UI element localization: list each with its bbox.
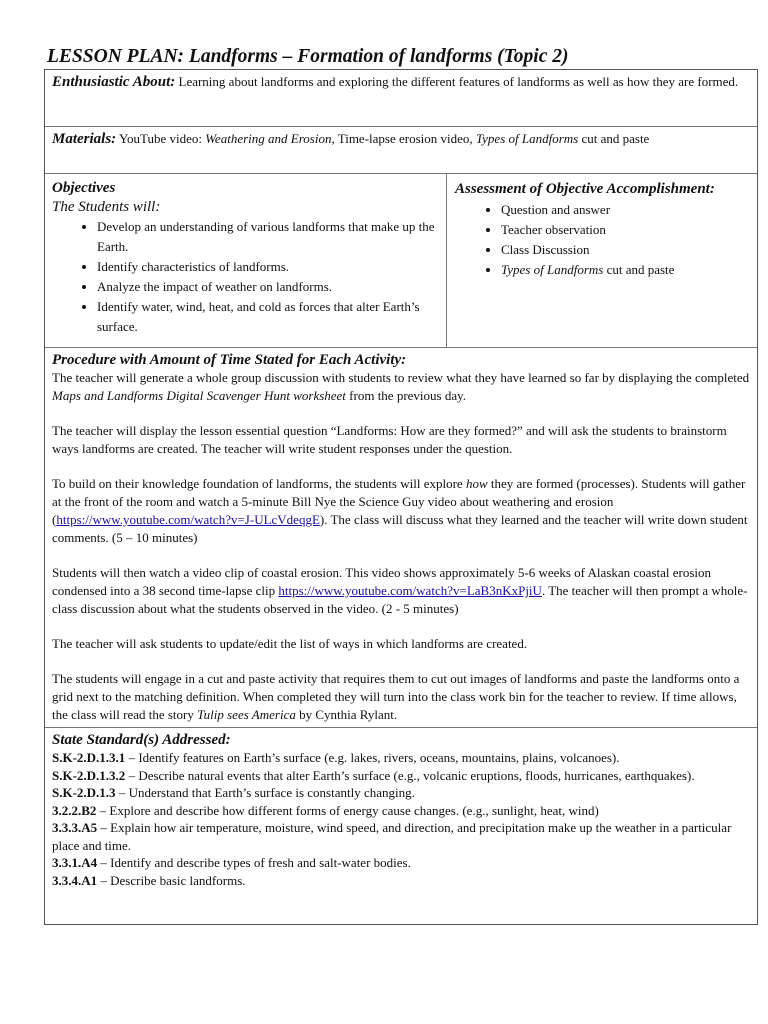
- procedure-p3a: To build on their knowledge foundation of landforms, the students will explore: [52, 476, 466, 491]
- standard-code: S.K-2.D.1.3: [52, 785, 116, 800]
- procedure-p4b: . The teacher will then prompt a whole-class discussion about what the students observed in the video. (2 - 5 minutes): [52, 583, 748, 616]
- assessment-item: • Question and answer: [501, 200, 757, 220]
- standard-code: 3.3.1.A4: [52, 855, 98, 870]
- objectives-heading: Objectives: [52, 180, 116, 196]
- materials-row: [45, 127, 757, 174]
- standard-text: – Explore and describe how different forms of energy cause changes. (e.g., sunlight, heat, wind): [96, 802, 599, 818]
- standard-code: 3.2.2.B2: [52, 802, 97, 818]
- procedure-paragraph: [52, 564, 757, 618]
- objectives-subheading: The Students will:: [52, 199, 161, 215]
- assessment-item: • Class Discussion: [501, 240, 757, 260]
- standard-item: [52, 872, 757, 890]
- procedure-row: [45, 348, 757, 728]
- standard-text: – Describe basic landforms.: [97, 872, 246, 888]
- standard-item: [52, 819, 757, 854]
- coastal-erosion-video-link[interactable]: https://www.youtube.com/watch?v=LaB3nKxPjiU: [278, 583, 542, 598]
- procedure-p6-italic: Tulip sees America: [197, 707, 296, 722]
- objective-item: • Identify water, wind, heat, and cold as forces that alter Earth’s surface.: [97, 297, 446, 337]
- procedure-p6b: by Cynthia Rylant.: [295, 707, 398, 722]
- standard-code: S.K-2.D.1.3.1: [52, 750, 126, 765]
- enthusiastic-text: Learning about landforms and exploring the different features of landforms as well as how they are formed.: [178, 74, 739, 89]
- assessment-item: • Teacher observation: [501, 220, 757, 240]
- standards-heading: State Standard(s) Addressed:: [52, 732, 231, 748]
- standard-code: 3.3.4.A1: [52, 872, 98, 888]
- assessment-item: [501, 260, 757, 280]
- standard-item: [52, 854, 757, 872]
- standard-item: [52, 749, 757, 767]
- procedure-p1-italic: Maps and Landforms Digital Scavenger Hunt worksheet: [52, 388, 346, 403]
- materials-part2: , Time-lapse erosion video,: [331, 131, 476, 146]
- materials-part1: YouTube video:: [118, 131, 206, 146]
- standard-text: – Explain how air temperature, moisture, wind speed, and direction, and precipitation make up the weather in a particular place and time.: [52, 820, 732, 853]
- assessment-item-italic: Types of Landforms: [501, 262, 604, 277]
- enthusiastic-row: [45, 70, 757, 127]
- assessment-item-rest: cut and paste: [603, 262, 675, 277]
- objective-item: • Develop an understanding of various landforms that make up the Earth.: [97, 217, 446, 257]
- procedure-p3c: ). The class will discuss what they learned and the teacher will write down student comments. (5 – 10 minutes): [52, 512, 748, 545]
- standard-item: [52, 784, 757, 802]
- objective-item: • Identify characteristics of landforms.: [97, 257, 446, 277]
- procedure-paragraph: [52, 475, 757, 547]
- standard-text: – Identify and describe types of fresh and salt-water bodies.: [97, 855, 411, 870]
- procedure-heading: Procedure with Amount of Time Stated for Each Activity:: [52, 352, 407, 368]
- standard-code: 3.3.3.A5: [52, 820, 98, 835]
- standard-text: – Describe natural events that alter Earth’s surface (e.g., volcanic eruptions, floods, hurricanes, earthquakes).: [125, 767, 695, 783]
- procedure-paragraph: [52, 670, 757, 724]
- assessment-list: [455, 200, 757, 280]
- procedure-p1b: from the previous day.: [345, 388, 467, 403]
- objectives-list: [52, 217, 446, 337]
- standard-item: [52, 802, 757, 820]
- procedure-paragraph: [52, 369, 757, 405]
- assessment-cell: [447, 174, 757, 347]
- procedure-p1a: The teacher will generate a whole group discussion with students to review what they have learned so far by displaying the completed: [52, 370, 750, 385]
- procedure-p4a: Students will then watch a video clip of coastal erosion. This video shows approximately 5-6 weeks of Alaskan coastal erosion condensed into a 38 second time-lapse clip: [52, 565, 712, 598]
- bill-nye-video-link[interactable]: https://www.youtube.com/watch?v=J-ULcVdeqgE: [56, 512, 320, 527]
- objectives-cell: [45, 174, 447, 347]
- enthusiastic-label: Enthusiastic About:: [52, 74, 176, 90]
- standard-text: – Understand that Earth’s surface is constantly changing.: [115, 785, 415, 800]
- materials-part3: cut and paste: [578, 131, 650, 146]
- standard-text: – Identify features on Earth’s surface (e.g. lakes, rivers, oceans, mountains, plains, volcanoes).: [125, 750, 620, 765]
- objectives-row: [45, 174, 757, 348]
- materials-video1: Weathering and Erosion: [205, 131, 332, 146]
- assessment-heading: Assessment of Objective Accomplishment:: [455, 181, 715, 197]
- procedure-p3b: they are formed (processes). Students will gather at the front of the room and watch a 5-minute Bill Nye the Science Guy video about weathering and erosion (: [52, 476, 746, 527]
- materials-video2: Types of Landforms: [475, 131, 579, 146]
- procedure-p3-italic: how: [465, 476, 488, 491]
- materials-label: Materials:: [52, 131, 117, 147]
- standards-row: [45, 728, 757, 926]
- page-title: LESSON PLAN: Landforms – Formation of landforms (Topic 2): [47, 46, 569, 67]
- procedure-paragraph: The teacher will display the lesson essential question “Landforms: How are they formed?” and will ask the students to brainstorm ways landforms are created. The teacher will write student responses under the question.: [52, 423, 727, 456]
- procedure-p6a: The students will engage in a cut and paste activity that requires them to cut out images of landforms and paste the landforms onto a grid next to the matching definition. When completed they will turn into the class work bin for the teacher to review. If time allows, the class will read the story: [52, 671, 740, 722]
- lesson-plan-table: [44, 69, 758, 925]
- standard-code: S.K-2.D.1.3.2: [52, 767, 126, 783]
- procedure-paragraph: The teacher will ask students to update/edit the list of ways in which landforms are created.: [52, 636, 528, 651]
- objective-item: • Analyze the impact of weather on landforms.: [97, 277, 446, 297]
- standard-item: [52, 767, 757, 785]
